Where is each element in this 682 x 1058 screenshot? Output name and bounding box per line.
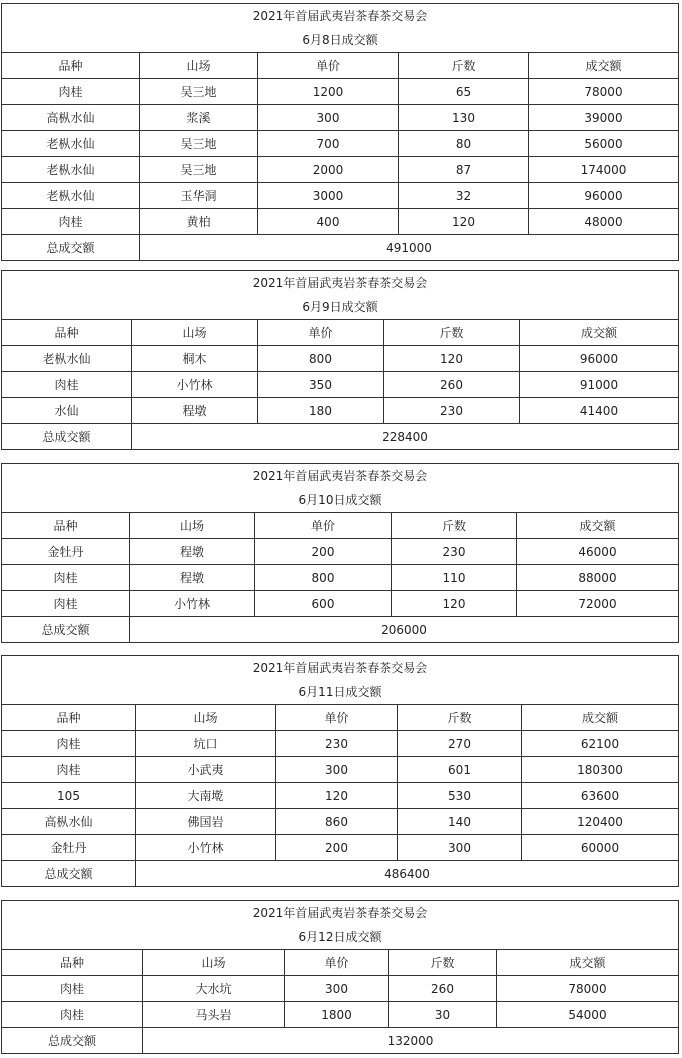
header-row [2,53,679,79]
variety-cell: 肉桂 [2,79,140,105]
table-title: 2021年首届武夷岩茶春茶交易会 [2,4,679,29]
mountain-cell: 吴三地 [140,157,258,183]
total-row [2,235,679,261]
weight-cell: 130 [399,105,529,131]
weight-cell: 120 [384,346,520,372]
sales-table-jun-8 [1,3,679,261]
weight-cell: 30 [389,1002,497,1028]
variety-cell: 肉桂 [2,565,130,591]
variety-cell: 老枞水仙 [2,131,140,157]
unit-price-cell: 700 [258,131,399,157]
header-amount: 成交额 [529,53,679,79]
header-weight: 斤数 [384,320,520,346]
amount-cell: 39000 [529,105,679,131]
header-unit-price: 单价 [285,950,389,976]
unit-price-cell: 2000 [258,157,399,183]
header-variety: 品种 [2,53,140,79]
table-row [2,157,679,183]
table-title: 2021年首届武夷岩茶春茶交易会 [2,656,679,681]
header-unit-price: 单价 [276,705,398,731]
mountain-cell: 程墩 [130,539,255,565]
mountain-cell: 浆溪 [140,105,258,131]
weight-cell: 601 [398,757,522,783]
variety-cell: 高枞水仙 [2,105,140,131]
amount-cell: 78000 [529,79,679,105]
header-mountain: 山场 [130,513,255,539]
amount-cell: 96000 [520,346,679,372]
total-value: 491000 [140,235,679,261]
mountain-cell: 桐木 [132,346,258,372]
total-label: 总成交额 [2,235,140,261]
header-mountain: 山场 [132,320,258,346]
weight-cell: 120 [392,591,517,617]
table-row [2,209,679,235]
variety-cell: 老枞水仙 [2,346,132,372]
amount-cell: 174000 [529,157,679,183]
amount-cell: 180300 [522,757,679,783]
table-title: 2021年首届武夷岩茶春茶交易会 [2,901,679,926]
header-row [2,950,679,976]
unit-price-cell: 600 [255,591,392,617]
mountain-cell: 程墩 [130,565,255,591]
variety-cell: 金牡丹 [2,835,136,861]
header-variety: 品种 [2,320,132,346]
total-row [2,424,679,450]
variety-cell: 105 [2,783,136,809]
total-label: 总成交额 [2,1028,143,1054]
amount-cell: 63600 [522,783,679,809]
sales-table-jun-12 [1,900,679,1054]
weight-cell: 230 [392,539,517,565]
table-row [2,131,679,157]
table-row [2,809,679,835]
header-amount: 成交额 [520,320,679,346]
table-row [2,591,679,617]
amount-cell: 60000 [522,835,679,861]
unit-price-cell: 3000 [258,183,399,209]
table-title: 2021年首届武夷岩茶春茶交易会 [2,271,679,296]
total-label: 总成交额 [2,861,136,887]
table-subtitle: 6月12日成交额 [2,925,679,950]
mountain-cell: 小竹林 [136,835,276,861]
table-title: 2021年首届武夷岩茶春茶交易会 [2,464,679,489]
sales-table-jun-9 [1,270,679,450]
header-row [2,705,679,731]
header-amount: 成交额 [522,705,679,731]
variety-cell: 肉桂 [2,209,140,235]
variety-cell: 肉桂 [2,591,130,617]
variety-cell: 肉桂 [2,731,136,757]
table-row [2,372,679,398]
amount-cell: 56000 [529,131,679,157]
table-row [2,105,679,131]
table-subtitle: 6月8日成交额 [2,28,679,53]
unit-price-cell: 300 [276,757,398,783]
mountain-cell: 大南墘 [136,783,276,809]
mountain-cell: 黄柏 [140,209,258,235]
amount-cell: 78000 [497,976,679,1002]
header-mountain: 山场 [140,53,258,79]
unit-price-cell: 1800 [285,1002,389,1028]
variety-cell: 肉桂 [2,1002,143,1028]
table-row [2,731,679,757]
unit-price-cell: 300 [285,976,389,1002]
unit-price-cell: 180 [258,398,384,424]
weight-cell: 230 [384,398,520,424]
unit-price-cell: 800 [255,565,392,591]
unit-price-cell: 300 [258,105,399,131]
amount-cell: 96000 [529,183,679,209]
header-variety: 品种 [2,705,136,731]
amount-cell: 48000 [529,209,679,235]
variety-cell: 肉桂 [2,757,136,783]
header-row [2,513,679,539]
sales-table-jun-11 [1,655,679,887]
table-row [2,783,679,809]
table-row [2,183,679,209]
mountain-cell: 小竹林 [132,372,258,398]
table-subtitle: 6月10日成交额 [2,488,679,513]
amount-cell: 88000 [517,565,679,591]
table-row [2,1002,679,1028]
weight-cell: 65 [399,79,529,105]
total-label: 总成交额 [2,617,130,643]
header-weight: 斤数 [399,53,529,79]
header-variety: 品种 [2,950,143,976]
header-mountain: 山场 [143,950,285,976]
header-amount: 成交额 [517,513,679,539]
mountain-cell: 佛国岩 [136,809,276,835]
amount-cell: 120400 [522,809,679,835]
mountain-cell: 玉华洞 [140,183,258,209]
mountain-cell: 吴三地 [140,131,258,157]
header-row [2,320,679,346]
variety-cell: 水仙 [2,398,132,424]
mountain-cell: 坑口 [136,731,276,757]
header-weight: 斤数 [392,513,517,539]
mountain-cell: 吴三地 [140,79,258,105]
header-unit-price: 单价 [258,320,384,346]
total-value: 486400 [136,861,679,887]
unit-price-cell: 200 [276,835,398,861]
table-row [2,346,679,372]
variety-cell: 金牡丹 [2,539,130,565]
sales-table-jun-10 [1,463,679,643]
variety-cell: 肉桂 [2,372,132,398]
mountain-cell: 大水坑 [143,976,285,1002]
header-unit-price: 单价 [255,513,392,539]
mountain-cell: 小竹林 [130,591,255,617]
unit-price-cell: 230 [276,731,398,757]
weight-cell: 80 [399,131,529,157]
amount-cell: 91000 [520,372,679,398]
unit-price-cell: 400 [258,209,399,235]
variety-cell: 老枞水仙 [2,157,140,183]
unit-price-cell: 200 [255,539,392,565]
header-amount: 成交额 [497,950,679,976]
table-row [2,757,679,783]
header-variety: 品种 [2,513,130,539]
table-subtitle: 6月11日成交额 [2,680,679,705]
header-weight: 斤数 [398,705,522,731]
weight-cell: 300 [398,835,522,861]
header-weight: 斤数 [389,950,497,976]
unit-price-cell: 800 [258,346,384,372]
weight-cell: 32 [399,183,529,209]
mountain-cell: 程墩 [132,398,258,424]
amount-cell: 41400 [520,398,679,424]
mountain-cell: 马头岩 [143,1002,285,1028]
table-row [2,976,679,1002]
total-label: 总成交额 [2,424,132,450]
total-value: 206000 [130,617,679,643]
weight-cell: 260 [389,976,497,1002]
weight-cell: 270 [398,731,522,757]
amount-cell: 54000 [497,1002,679,1028]
table-row [2,565,679,591]
weight-cell: 260 [384,372,520,398]
variety-cell: 高枞水仙 [2,809,136,835]
weight-cell: 120 [399,209,529,235]
total-row [2,1028,679,1054]
weight-cell: 110 [392,565,517,591]
table-row [2,398,679,424]
total-row [2,617,679,643]
variety-cell: 肉桂 [2,976,143,1002]
weight-cell: 140 [398,809,522,835]
amount-cell: 46000 [517,539,679,565]
header-mountain: 山场 [136,705,276,731]
total-value: 228400 [132,424,679,450]
amount-cell: 72000 [517,591,679,617]
table-row [2,539,679,565]
total-value: 132000 [143,1028,679,1054]
weight-cell: 87 [399,157,529,183]
unit-price-cell: 350 [258,372,384,398]
table-row [2,79,679,105]
mountain-cell: 小武夷 [136,757,276,783]
unit-price-cell: 1200 [258,79,399,105]
amount-cell: 62100 [522,731,679,757]
table-row [2,835,679,861]
total-row [2,861,679,887]
unit-price-cell: 860 [276,809,398,835]
unit-price-cell: 120 [276,783,398,809]
header-unit-price: 单价 [258,53,399,79]
table-subtitle: 6月9日成交额 [2,295,679,320]
weight-cell: 530 [398,783,522,809]
variety-cell: 老枞水仙 [2,183,140,209]
